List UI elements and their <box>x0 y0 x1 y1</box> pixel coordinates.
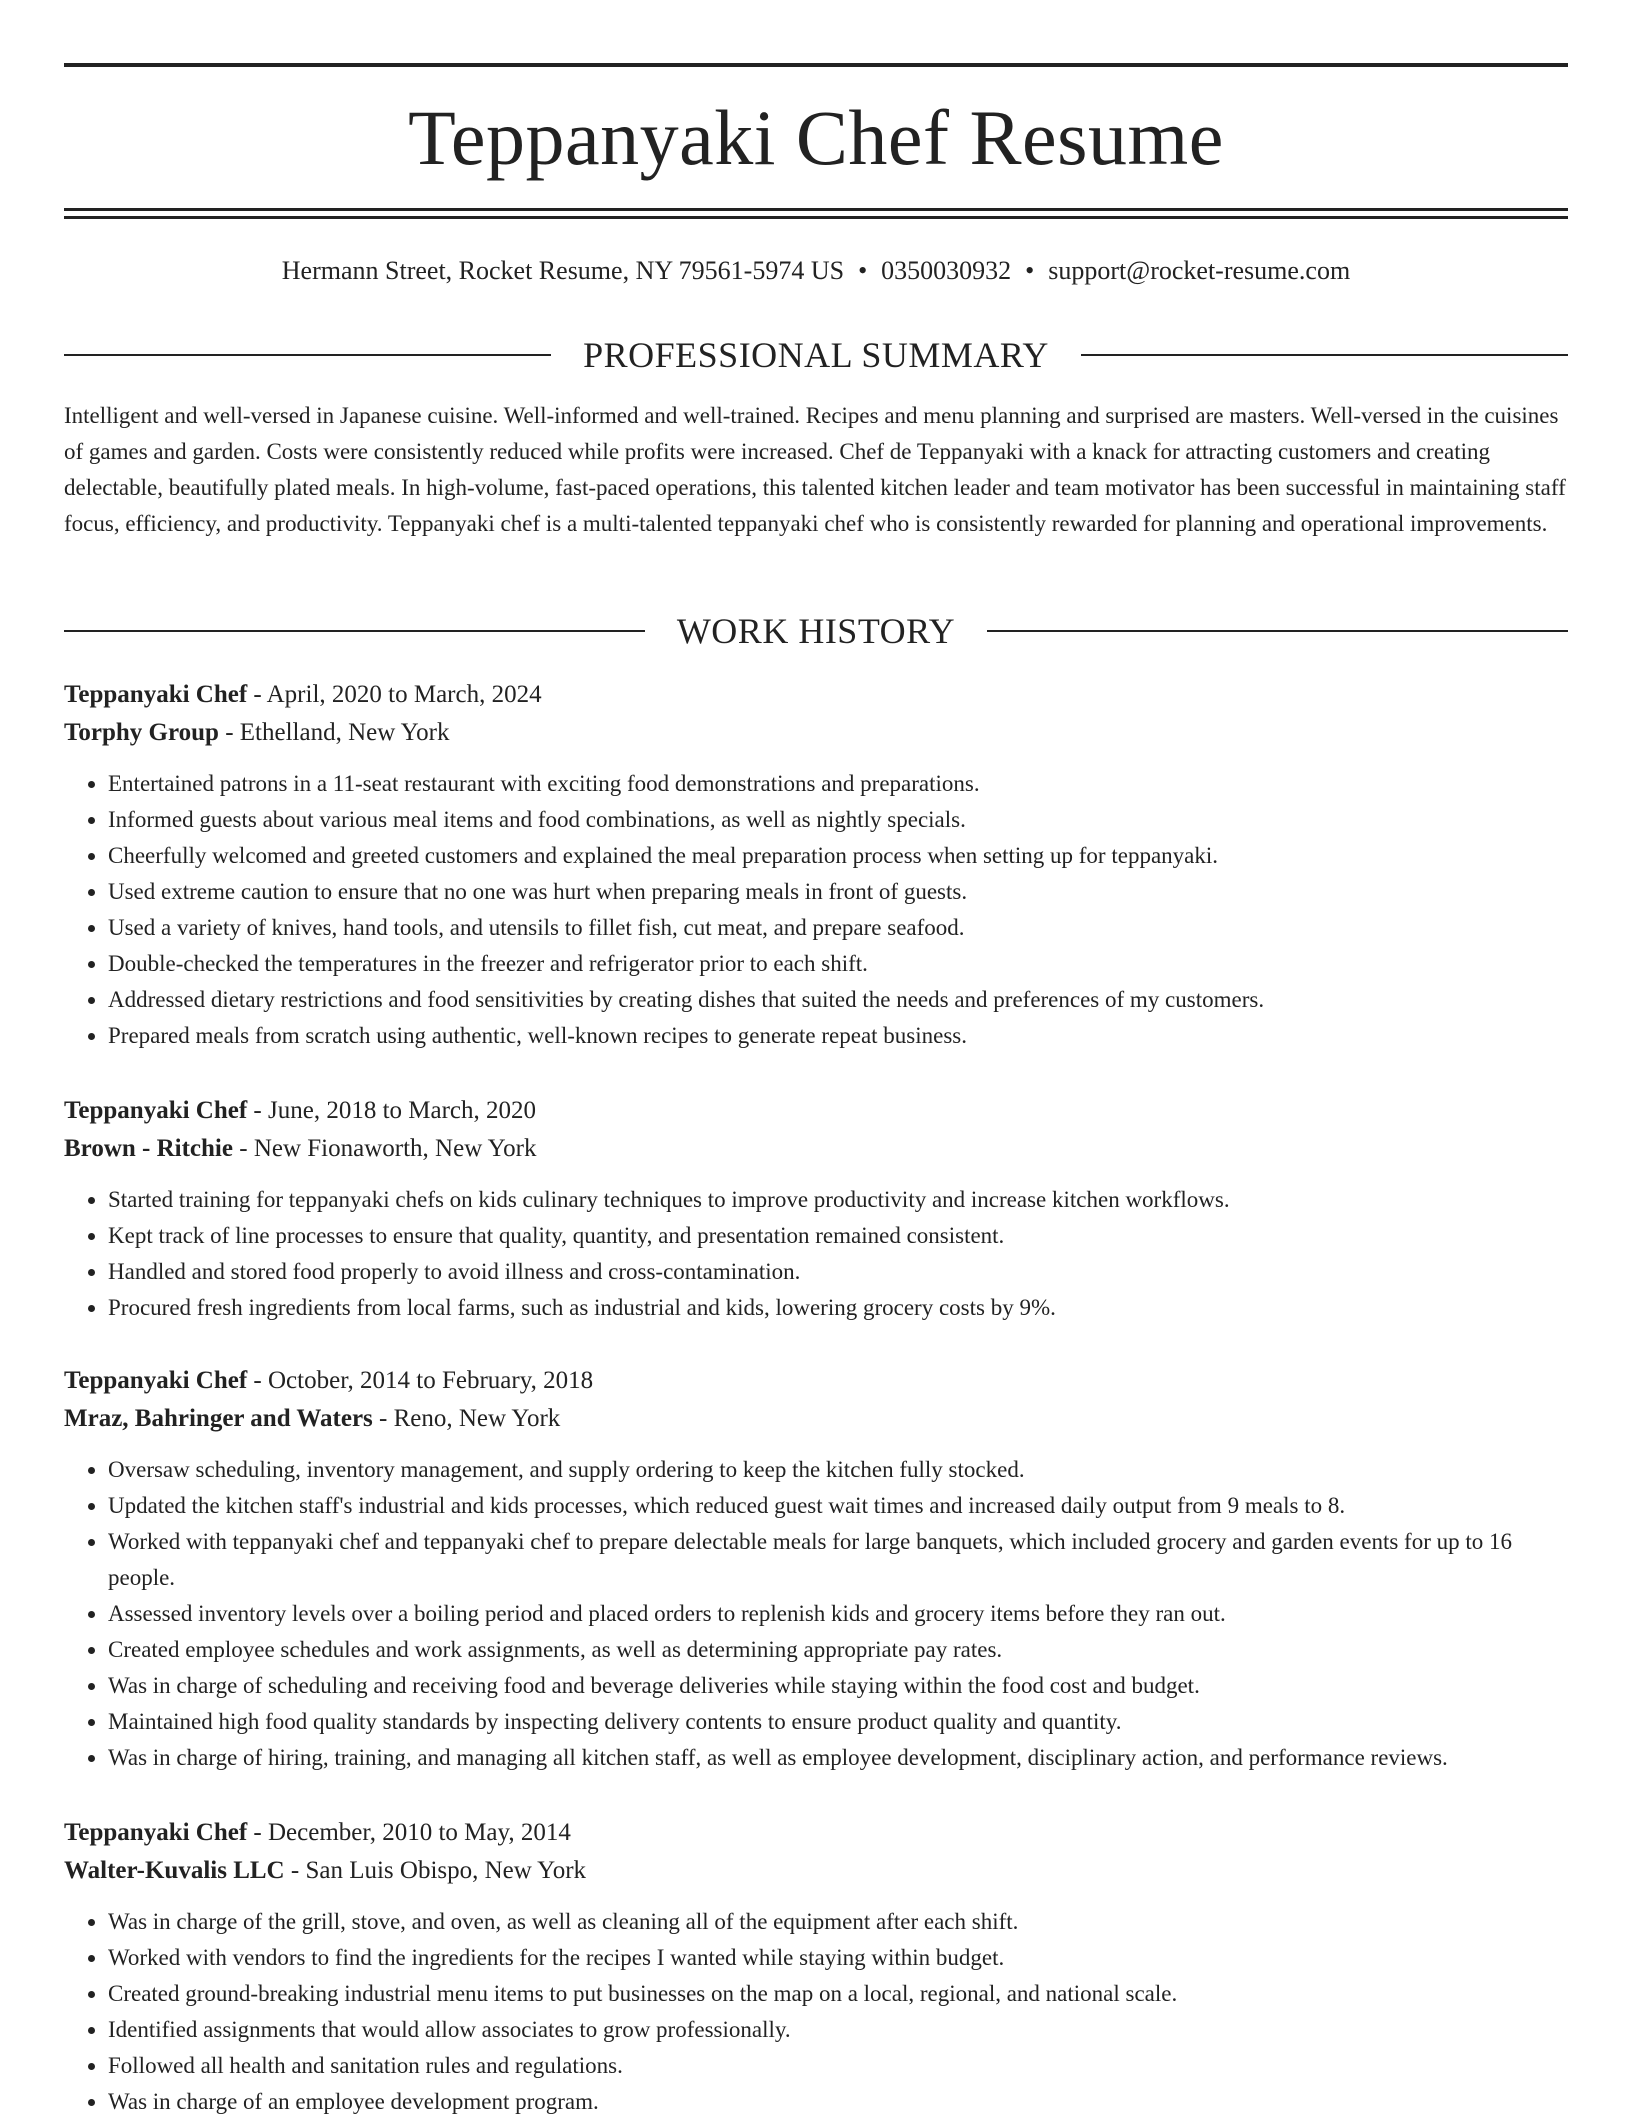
list-item: • Worked with teppanyaki chef and teppanyaki chef to prepare delectable meals for large banquets, which included grocery and garden events for up to 16 people. <box>108 1524 1568 1596</box>
job-bullets <box>64 766 1568 1054</box>
job-dates: October, 2014 to February, 2018 <box>268 1367 594 1394</box>
list-item: • Used a variety of knives, hand tools, and utensils to fillet fish, cut meat, and prepare seafood. <box>108 910 1568 946</box>
heading-rule-left <box>64 354 551 356</box>
job-entry <box>64 1814 1568 2120</box>
work-history-heading-label: WORK HISTORY <box>676 611 956 651</box>
contact-phone: 0350030932 <box>881 256 1012 285</box>
list-item: • Worked with vendors to find the ingredients for the recipes I wanted while staying within budget. <box>108 1940 1568 1976</box>
list-item: • Informed guests about various meal items and food combinations, as well as nightly specials. <box>108 802 1568 838</box>
job-company: Walter-Kuvalis LLC <box>64 1857 285 1884</box>
list-item: • Started training for teppanyaki chefs on kids culinary techniques to improve productivity and increase kitchen workflows. <box>108 1182 1568 1218</box>
job-location: Ethelland, New York <box>239 719 450 746</box>
job-company: Torphy Group <box>64 719 219 746</box>
contact-address: Hermann Street, Rocket Resume, NY 79561-5974 US <box>281 256 845 285</box>
job-title: Teppanyaki Chef <box>64 1367 248 1394</box>
job-location: New Fionaworth, New York <box>253 1135 537 1162</box>
job-title-line: Teppanyaki Chef - October, 2014 to February, 2018 <box>64 1367 594 1394</box>
list-item: • Addressed dietary restrictions and food sensitivities by creating dishes that suited the needs and preferences of my customers. <box>108 982 1568 1018</box>
job-title: Teppanyaki Chef <box>64 1819 248 1846</box>
job-bullets <box>64 1182 1568 1326</box>
list-item: • Was in charge of hiring, training, and managing all kitchen staff, as well as employee development, disciplinary action, and performance reviews. <box>108 1740 1568 1776</box>
list-item: • Cheerfully welcomed and greeted customers and explained the meal preparation process when setting up for teppanyaki. <box>108 838 1568 874</box>
job-dates: December, 2010 to May, 2014 <box>268 1819 571 1846</box>
list-item: • Was in charge of an employee development program. <box>108 2084 1568 2120</box>
list-item: • Procured fresh ingredients from local farms, such as industrial and kids, lowering grocery costs by 9%. <box>108 1290 1568 1326</box>
list-item: • Double-checked the temperatures in the freezer and refrigerator prior to each shift. <box>108 946 1568 982</box>
job-company: Brown - Ritchie <box>64 1135 233 1162</box>
summary-heading <box>64 333 1568 377</box>
professional-summary: Intelligent and well-versed in Japanese cuisine. Well-informed and well-trained. Recipes and menu planning and surprised are masters. Well-versed in the cuisines of games and garden. Costs were consistently reduced while profits were increased. Chef de Teppanyaki with a knack for attracting customers and creating delectable, beautifully plated meals. In high-volume, fast-paced operations, this talented kitchen leader and team motivator has been successful in maintaining staff focus, efficiency, and productivity. Teppanyaki chef is a multi-talented teppanyaki chef who is consistently rewarded for planning and operational improvements. <box>64 403 1566 536</box>
job-location: San Luis Obispo, New York <box>305 1857 587 1884</box>
job-title: Teppanyaki Chef <box>64 681 248 708</box>
job-title-line: Teppanyaki Chef - June, 2018 to March, 2020 <box>64 1097 537 1124</box>
header-top-rule <box>64 63 1568 67</box>
job-entry <box>64 1362 1568 1776</box>
heading-rule-left <box>64 630 645 632</box>
header-bottom-rule <box>64 208 1568 211</box>
list-item: • Created employee schedules and work assignments, as well as determining appropriate pay rates. <box>108 1632 1568 1668</box>
heading-rule-right <box>987 630 1568 632</box>
contact-separator: • <box>1025 256 1035 285</box>
contact-email: support@rocket-resume.com <box>1048 256 1351 285</box>
list-item: • Entertained patrons in a 11-seat restaurant with exciting food demonstrations and preparations. <box>108 766 1568 802</box>
job-title-line: Teppanyaki Chef - April, 2020 to March, 2024 <box>64 681 542 708</box>
header-bottom-rule-double <box>64 216 1568 219</box>
contact-line <box>64 254 1568 288</box>
page-title: Teppanyaki Chef Resume <box>408 94 1224 181</box>
job-bullets <box>64 1904 1568 2120</box>
list-item: • Used extreme caution to ensure that no one was hurt when preparing meals in front of guests. <box>108 874 1568 910</box>
job-company: Mraz, Bahringer and Waters <box>64 1405 373 1432</box>
summary-heading-label: PROFESSIONAL SUMMARY <box>583 335 1049 375</box>
job-company-line: Mraz, Bahringer and Waters - Reno, New York <box>64 1405 561 1432</box>
list-item: • Assessed inventory levels over a boiling period and placed orders to replenish kids and grocery items before they ran out. <box>108 1596 1568 1632</box>
job-dates: June, 2018 to March, 2020 <box>268 1097 537 1124</box>
contact-separator: • <box>858 256 868 285</box>
job-company-line: Walter-Kuvalis LLC - San Luis Obispo, New York <box>64 1857 587 1884</box>
heading-rule-right <box>1081 354 1568 356</box>
job-entry <box>64 676 1568 1054</box>
job-title-line: Teppanyaki Chef - December, 2010 to May, 2014 <box>64 1819 571 1846</box>
list-item: • Was in charge of the grill, stove, and oven, as well as cleaning all of the equipment after each shift. <box>108 1904 1568 1940</box>
job-company-line: Brown - Ritchie - New Fionaworth, New York <box>64 1135 537 1162</box>
list-item: • Maintained high food quality standards by inspecting delivery contents to ensure product quality and quantity. <box>108 1704 1568 1740</box>
job-location: Reno, New York <box>393 1405 561 1432</box>
list-item: • Kept track of line processes to ensure that quality, quantity, and presentation remained consistent. <box>108 1218 1568 1254</box>
job-title: Teppanyaki Chef <box>64 1097 248 1124</box>
job-bullets <box>64 1452 1568 1776</box>
list-item: • Created ground-breaking industrial menu items to put businesses on the map on a local, regional, and national scale. <box>108 1976 1568 2012</box>
list-item: • Oversaw scheduling, inventory management, and supply ordering to keep the kitchen fully stocked. <box>108 1452 1568 1488</box>
job-entry <box>64 1092 1568 1326</box>
list-item: • Followed all health and sanitation rules and regulations. <box>108 2048 1568 2084</box>
list-item: • Handled and stored food properly to avoid illness and cross-contamination. <box>108 1254 1568 1290</box>
job-company-line: Torphy Group - Ethelland, New York <box>64 719 450 746</box>
list-item: • Was in charge of scheduling and receiving food and beverage deliveries while staying within the food cost and budget. <box>108 1668 1568 1704</box>
list-item: • Updated the kitchen staff's industrial and kids processes, which reduced guest wait times and increased daily output from 9 meals to 8. <box>108 1488 1568 1524</box>
list-item: • Prepared meals from scratch using authentic, well-known recipes to generate repeat business. <box>108 1018 1568 1054</box>
work-history-heading <box>64 609 1568 653</box>
list-item: • Identified assignments that would allow associates to grow professionally. <box>108 2012 1568 2048</box>
job-dates: April, 2020 to March, 2024 <box>266 681 542 708</box>
